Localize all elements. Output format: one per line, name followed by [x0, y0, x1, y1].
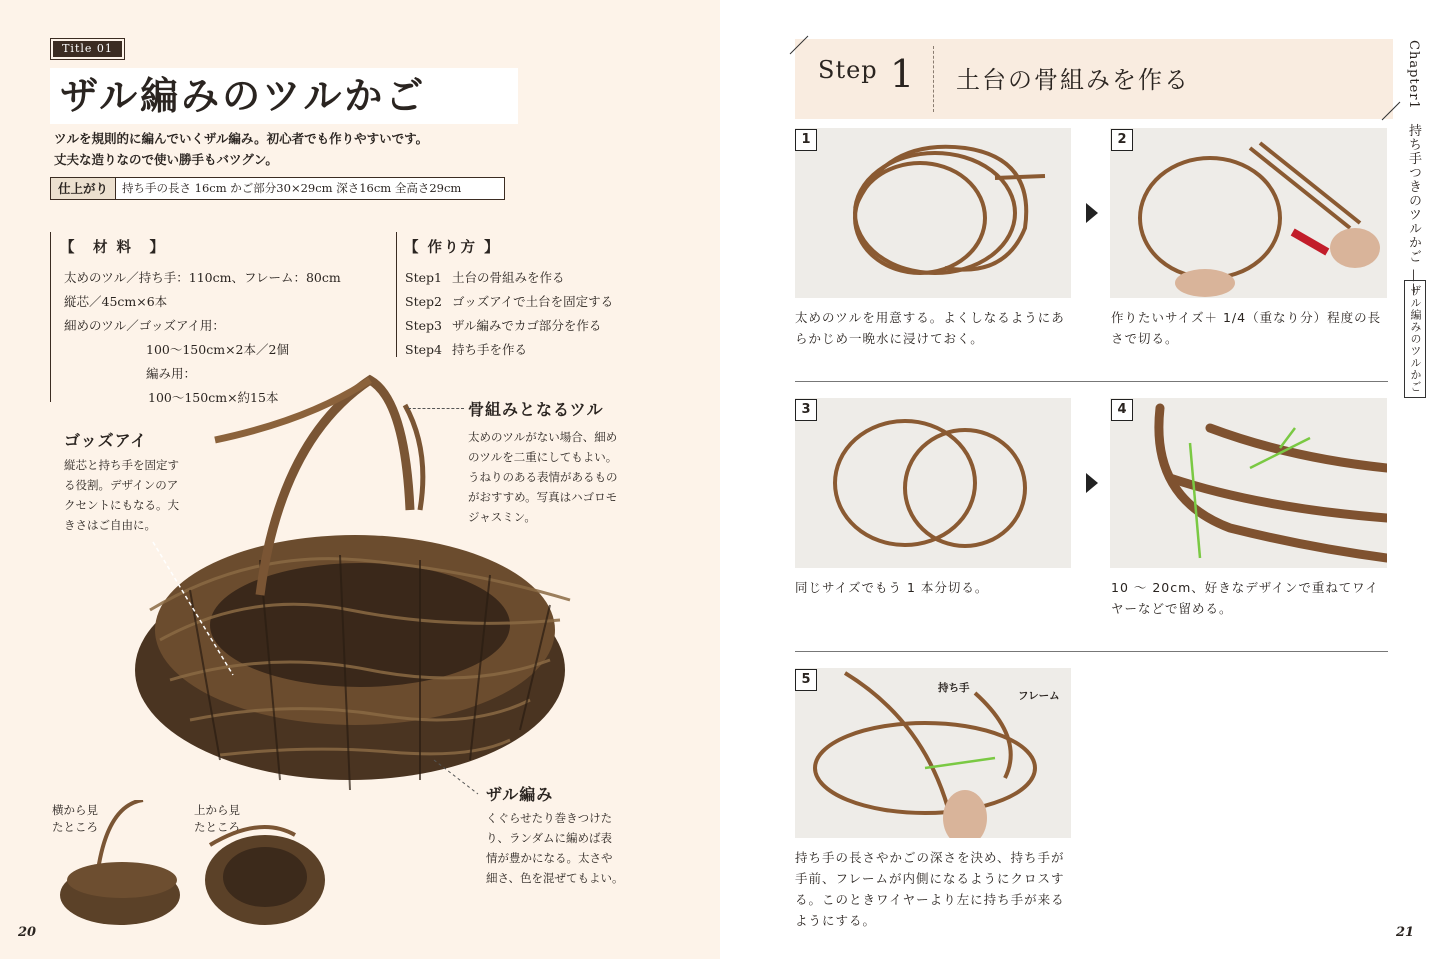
callout-gods-eye-title: ゴッズアイ	[64, 431, 148, 450]
method-rule	[396, 232, 397, 357]
intro-line: ツルを規則的に編んでいくザル編み。初心者でも作りやすいです。	[54, 131, 429, 146]
step5-number: 5	[795, 669, 817, 691]
top-view-label: 上から見 たところ	[194, 803, 240, 834]
step-word: Step	[818, 56, 878, 84]
label-frame: フレーム	[1018, 690, 1060, 702]
callout-weave-title: ザル編み	[486, 785, 554, 804]
finish-value: 持ち手の長さ 16cm かご部分30×29cm 深さ16cm 全高さ29cm	[122, 181, 462, 195]
step-title: 土台の骨組みを作る	[956, 66, 1190, 94]
side-view-label: 横から見 たところ	[52, 803, 98, 834]
step3-caption: 同じサイズでもう 1 本分切る。	[795, 580, 989, 595]
label-handle: 持ち手	[938, 682, 970, 694]
method-heading: 【 作り方 】	[404, 240, 501, 256]
arrow-icon	[1086, 203, 1098, 223]
method-list	[405, 266, 613, 362]
callout-gods-eye-body: 縦芯と持ち手を固定す る役割。デザインのア クセントにもなる。大 きさはご自由に。	[64, 458, 179, 532]
top-view-photo	[200, 815, 330, 930]
step3-number: 3	[795, 399, 817, 421]
material-item: 太めのツル／持ち手：110cm、フレーム：80cm	[64, 270, 341, 285]
side-view-photo	[58, 800, 188, 930]
step2-caption: 作りたいサイズ＋ 1/4（重なり分）程度の長 さで切る。	[1111, 310, 1382, 346]
callout-weave-body: くぐらせたり巻きつけた り、ランダムに編めば表 情が豊かになる。太さや 細さ、色を混ぜてもよい。	[486, 811, 624, 885]
step-separator	[933, 46, 934, 112]
finish-label: 仕上がり	[51, 178, 116, 199]
callout-frame-body: 太めのツルがない場合、細め のツルを二重にしてもよい。 うねりのある表情があるもの がおすすめ。写真はハゴロモ ジャスミン。	[468, 430, 618, 524]
step-number: 1	[890, 52, 915, 96]
step3-photo	[795, 398, 1071, 568]
intro-line: 丈夫な造りなので使い勝手もバツグン。	[54, 152, 278, 167]
step4-number: 4	[1111, 399, 1133, 421]
materials-rule	[50, 232, 51, 402]
step5-caption: 持ち手の長さやかごの深さを決め、持ち手が 手前、フレームが内側になるようにクロスす る。このときワイヤーより左に持ち手が来る ようにする。	[795, 850, 1065, 928]
arrow-icon	[1086, 473, 1098, 493]
page-number: 21	[1396, 925, 1415, 940]
step2-photo	[1110, 128, 1387, 298]
method-item: Step1 土台の骨組みを作る	[405, 270, 565, 285]
weave-leader	[432, 758, 482, 798]
material-item: 編み用：	[146, 366, 197, 381]
step1-photo	[795, 128, 1071, 298]
page-number: 20	[18, 925, 37, 940]
step1-number: 1	[795, 129, 817, 151]
title-tag-label: Title 01	[53, 41, 122, 57]
method-item: Step3 ザル編みでカゴ部分を作る	[405, 318, 602, 333]
title-tag	[50, 38, 125, 60]
right-page	[720, 0, 1442, 959]
material-item: 100～150cm×約15本	[148, 390, 279, 405]
step2-number: 2	[1111, 129, 1133, 151]
divider	[795, 651, 1388, 652]
left-page	[0, 0, 720, 959]
finish-box	[50, 177, 505, 200]
step1-caption: 太めのツルを用意する。よくしなるようにあ らかじめ一晩水に浸けておく。	[795, 310, 1065, 346]
frame-leader	[408, 408, 464, 409]
step4-caption: 10 ～ 20cm、好きなデザインで重ねてワイ ヤーなどで留める。	[1111, 580, 1379, 616]
method-item: Step4 持ち手を作る	[405, 342, 527, 357]
material-item: 縦芯／45cm×6本	[64, 294, 168, 309]
callout-frame-title: 骨組みとなるツル	[468, 400, 604, 419]
gods-eye-leader	[148, 540, 238, 680]
banner-corner-mark	[788, 34, 812, 58]
material-item: 細めのツル／ゴッズアイ用：	[64, 318, 225, 333]
divider	[795, 381, 1388, 382]
intro-text	[54, 128, 574, 170]
step4-photo	[1110, 398, 1387, 568]
materials-heading: 【 材 料 】	[60, 240, 167, 256]
material-item: 100～150cm×2本／2個	[146, 342, 289, 357]
page-title: ザル編みのツルかご	[50, 68, 518, 124]
chapter-box: ザル編みのツルかご	[1404, 280, 1426, 398]
chapter-label: Chapter1 持ち手つきのツルかご ——	[1406, 40, 1421, 297]
banner-corner-mark	[1380, 100, 1404, 124]
method-item: Step2 ゴッズアイで土台を固定する	[405, 294, 614, 309]
